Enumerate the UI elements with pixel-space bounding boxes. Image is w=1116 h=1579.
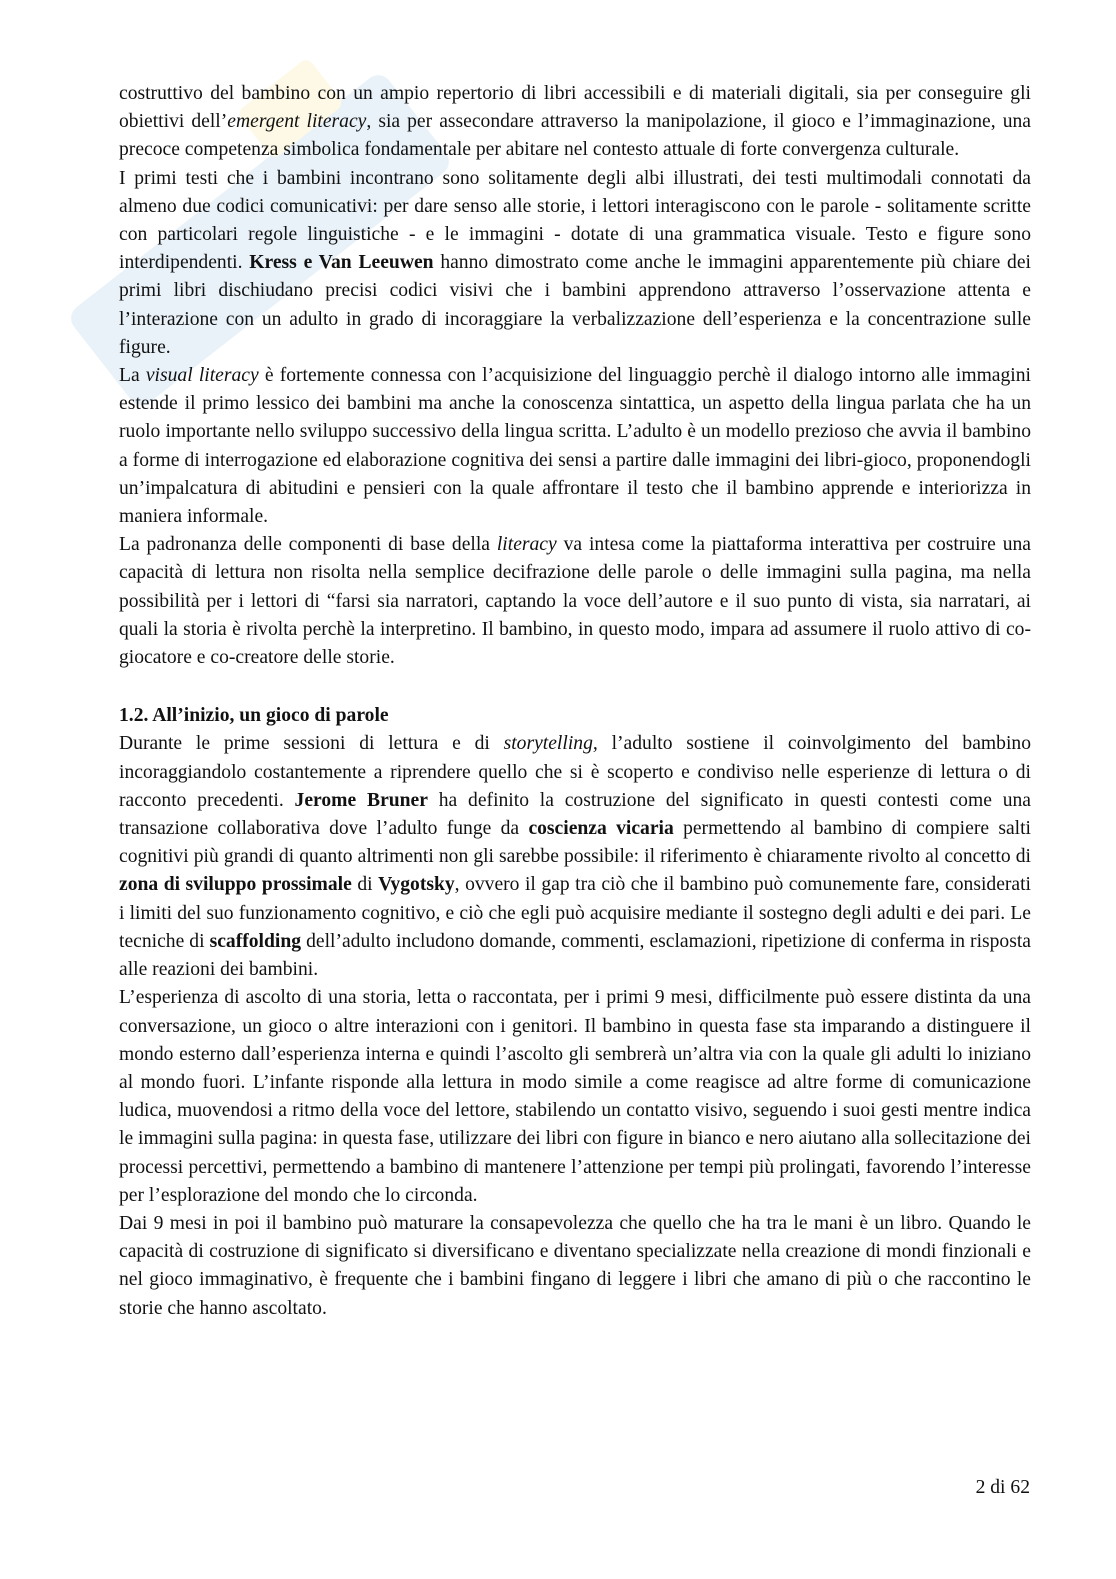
bold-text: scaffolding bbox=[209, 930, 302, 952]
bold-text: Vygotsky bbox=[378, 874, 455, 896]
text-run: , sia per assecondare attraverso la manipolazione, il gioco e l’immaginazione, una precoce competenza simbolica fondamentale per abitare nel contesto attuale di forte convergenza culturale. bbox=[119, 111, 1031, 161]
paragraph bbox=[119, 165, 1031, 362]
text-run: Durante le prime sessioni di lettura e di bbox=[119, 733, 504, 755]
text-run: L’esperienza di ascolto di una storia, letta o raccontata, per i primi 9 mesi, difficilmente può essere distinta da una conversazione, un gioco o altre interazioni con i genitori. Il bambino in questa fase sta imparando a distinguere il mondo esterno dall’esperienza interna e quindi l’ascolto gli sembrerà un’altra via con la quale gli adulti lo iniziano al mondo fuori. L’infante risponde alla lettura in modo simile a come reagisce ad altre forme di comunicazione ludica, muovendosi a ritmo della voce del lettore, stabilendo un contatto visivo, seguendo i suoi gesti mentre indica le immagini sulla pagina: in questa fase, utilizzare dei libri con figure in bianco e nero aiutano alla sollecitazione dei processi percettivi, permettendo a bambino di mantenere l’attenzione per tempi più prolingati, favorendo l’interesse per l’esplorazione del mondo che lo circonda. bbox=[119, 987, 1031, 1206]
bold-text: Jerome Bruner bbox=[294, 789, 428, 811]
bold-text: zona di sviluppo prossimale bbox=[119, 874, 352, 896]
paragraph bbox=[119, 984, 1031, 1210]
bold-text: coscienza vicaria bbox=[528, 818, 674, 840]
text-run: hanno dimostrato come anche le immagini apparentemente più chiare dei primi libri dischiudano precisi codici visivi che i bambini apprendono attraverso l’osservazione attenta e l’interazione con un adulto in grado di incoraggiare la verbalizzazione dell’esperienza e la concentrazione sulle figure. bbox=[119, 252, 1031, 358]
text-run: dell’adulto includono domande, commenti, esclamazioni, ripetizione di conferma in risposta alle reazioni dei bambini. bbox=[119, 930, 1031, 981]
section-paragraphs bbox=[119, 730, 1031, 1322]
text-run: La bbox=[119, 365, 146, 387]
document-body bbox=[119, 80, 1031, 1323]
intro-paragraphs bbox=[119, 80, 1031, 672]
italic-text: literacy bbox=[496, 534, 557, 556]
text-run: permettendo al bambino di compiere salti cognitivi più grandi di quanto altrimenti non gli sarebbe possibile: il riferimento è chiaramente rivolto al concetto di bbox=[119, 818, 1031, 868]
paragraph bbox=[119, 362, 1031, 531]
text-run: Dai 9 mesi in poi il bambino può maturare la consapevolezza che quello che ha tra le mani è un libro. Quando le capacità di costruzione di significato si diversificano e diventano specializzate nella creazione di mondi finzionali e nel gioco immaginativo, è frequente che i bambini fingano di leggere i libri che amano di più o che raccontino le storie che hanno ascoltato. bbox=[119, 1212, 1031, 1319]
paragraph bbox=[119, 80, 1031, 165]
text-run: è fortemente connessa con l’acquisizione del linguaggio perchè il dialogo intorno alle immagini estende il primo lessico dei bambini ma anche la conoscenza sintattica, un aspetto della lingua parlata che ha un ruolo importante nello sviluppo successivo della lingua scritta. L’adulto è un modello prezioso che avvia il bambino a forme di interrogazione ed elaborazione cognitiva dei sensi a partire dalle immagini dei libri-gioco, proponendogli un’impalcatura di abitudini e pensieri con la quale affrontare il testo che il bambino apprende e interiorizza in maniera informale. bbox=[119, 365, 1031, 528]
text-run: La padronanza delle componenti di base della bbox=[119, 534, 497, 556]
text-run: I primi testi che i bambini incontrano sono solitamente degli albi illustrati, dei testi multimodali connotati da almeno due codici comunicativi: per dare senso alle storie, i lettori interagiscono con le parole - solitamente scritte con particolari regole linguistiche - e le immagini - dotate di una grammatica visuale. Testo e figure sono interdipendenti. bbox=[119, 167, 1031, 274]
text-run: va intesa come la piattaforma interattiva per costruire una capacità di lettura non risolta nella semplice decifrazione delle parole o delle immagini sulla pagina, ma nella possibilità per i lettori di “farsi sia narratori, captando la voce dell’autore e il suo punto di vista, sia narratari, ai quali la storia è rivolta perchè la interpretino. Il bambino, in questo modo, impara ad assumere il ruolo attivo di co-giocatore e co-creatore delle storie. bbox=[119, 534, 1031, 669]
italic-text: storytelling, bbox=[503, 733, 598, 755]
text-run: ha definito la costruzione del significato in questi contesti come una transazione collaborativa dove l’adulto funge da bbox=[119, 789, 1031, 840]
text-run: l’adulto sostiene il coinvolgimento del bambino incoraggiandolo costantemente a riprendere quello che si è scoperto e condiviso nelle esperienze di lettura o di racconto precedenti. bbox=[119, 733, 1031, 811]
italic-text: visual literacy bbox=[145, 365, 259, 387]
paragraph bbox=[119, 1210, 1031, 1323]
text-run: costruttivo del bambino con un ampio repertorio di libri accessibili e di materiali digitali, sia per conseguire gli obiettivi dell’ bbox=[119, 83, 1031, 133]
section-heading: 1.2. All’inizio, un gioco di parole bbox=[119, 705, 389, 727]
page-number: 2 di 62 bbox=[975, 1477, 1030, 1498]
paragraph bbox=[119, 531, 1031, 672]
text-run: , ovvero il gap tra ciò che il bambino può comunemente fare, considerati i limiti del suo funzionamento cognitivo, e ciò che egli può acquisire mediante il sostegno degli adulti e dei pari. Le tecniche di bbox=[119, 874, 1032, 952]
bold-text: Kress e Van Leeuwen bbox=[249, 252, 434, 274]
text-run: di bbox=[351, 874, 379, 896]
italic-text: emergent literacy bbox=[227, 111, 367, 133]
paragraph bbox=[119, 730, 1031, 984]
